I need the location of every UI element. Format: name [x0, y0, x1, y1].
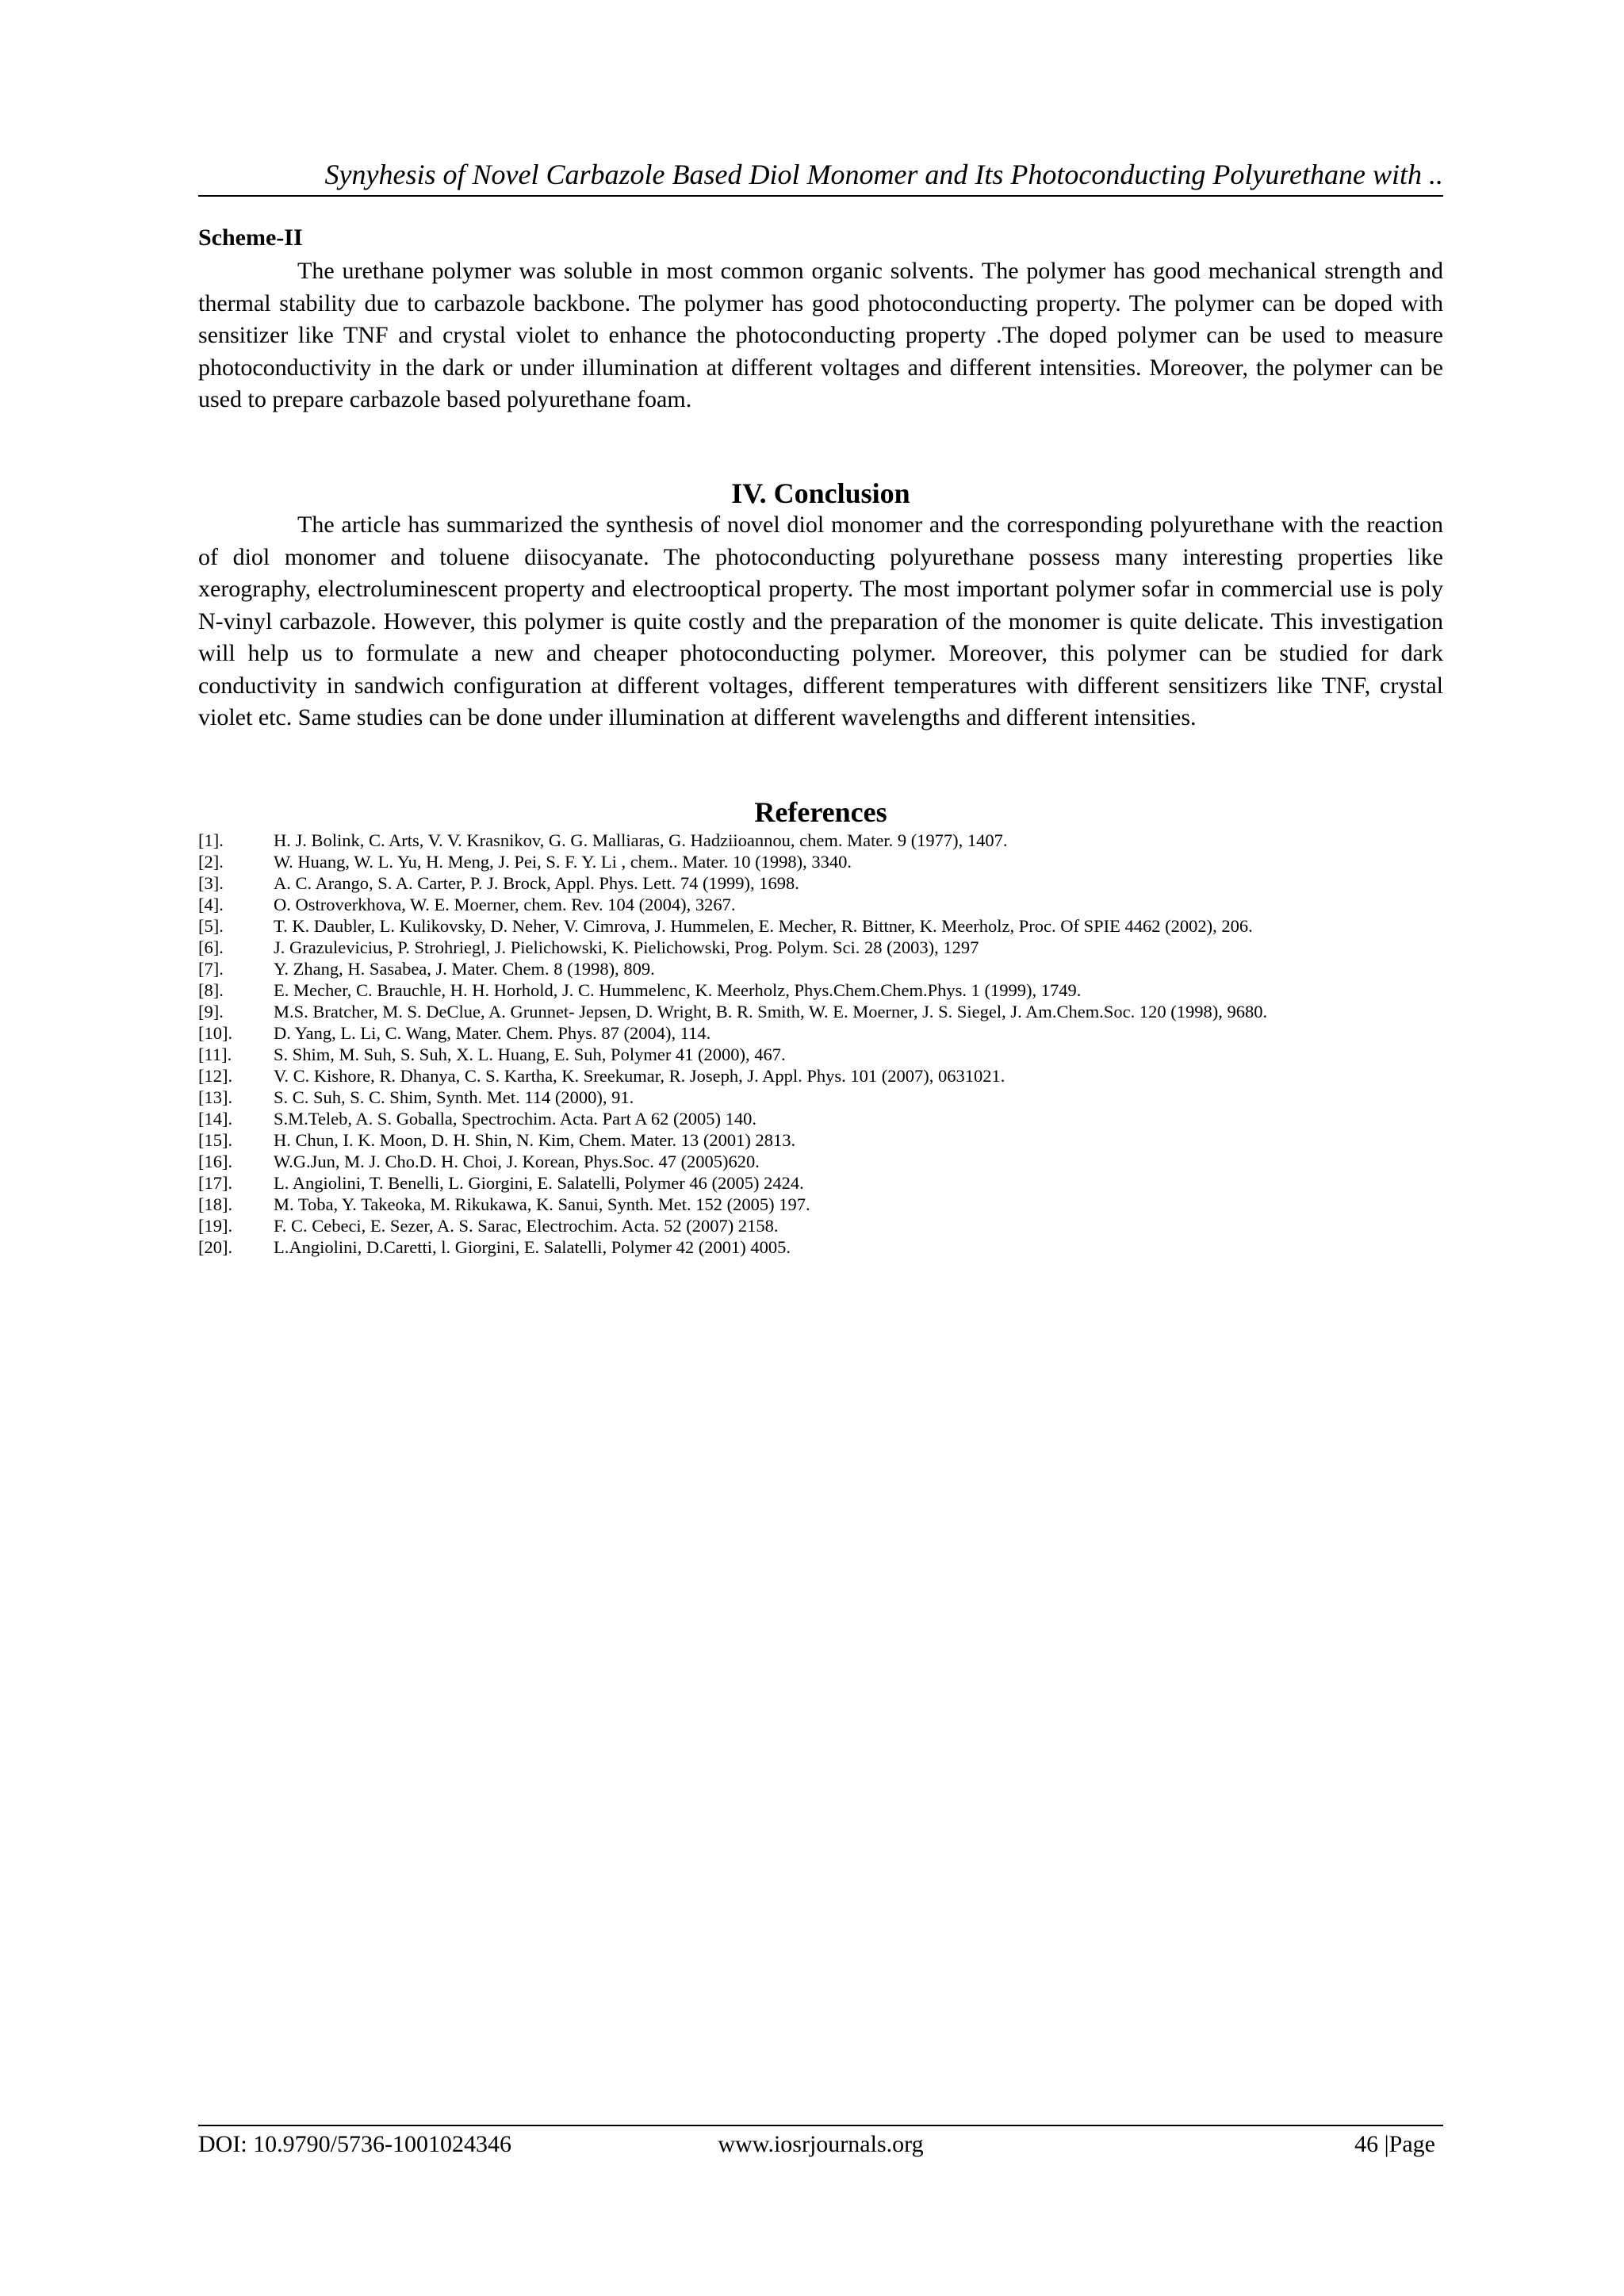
reference-item [198, 1108, 1443, 1129]
reference-number: [10]. [198, 1023, 233, 1043]
reference-item [198, 1129, 1443, 1151]
reference-text: M. Toba, Y. Takeoka, M. Rikukawa, K. Sanui, Synth. Met. 152 (2005) 197. [274, 1194, 810, 1214]
reference-list [198, 830, 1443, 1258]
reference-item [198, 1236, 1443, 1258]
reference-number: [20]. [198, 1237, 233, 1257]
reference-text: T. K. Daubler, L. Kulikovsky, D. Neher, V. Cimrova, J. Hummelen, E. Mecher, R. Bittner, K. Meerholz, Proc. Of SPIE 4462 (2002), 206. [274, 916, 1253, 936]
reference-number: [19]. [198, 1216, 233, 1236]
reference-text: W.G.Jun, M. J. Cho.D. H. Choi, J. Korean, Phys.Soc. 47 (2005)620. [274, 1152, 760, 1171]
reference-text: F. C. Cebeci, E. Sezer, A. S. Sarac, Electrochim. Acta. 52 (2007) 2158. [274, 1216, 779, 1236]
header-divider [198, 195, 1443, 197]
scheme-label: Scheme-II [198, 224, 303, 251]
reference-number: [6]. [198, 937, 224, 957]
reference-item [198, 1044, 1443, 1065]
reference-text: V. C. Kishore, R. Dhanya, C. S. Kartha, K. Sreekumar, R. Joseph, J. Appl. Phys. 101 (2007), 0631021. [274, 1066, 1005, 1086]
reference-item [198, 1001, 1443, 1022]
reference-number: [7]. [198, 959, 224, 979]
reference-text: L.Angiolini, D.Caretti, l. Giorgini, E. Salatelli, Polymer 42 (2001) 4005. [274, 1237, 791, 1257]
reference-text: A. C. Arango, S. A. Carter, P. J. Brock, Appl. Phys. Lett. 74 (1999), 1698. [274, 873, 799, 893]
reference-number: [11]. [198, 1045, 232, 1064]
page-footer [198, 2129, 1443, 2160]
running-header: Synyhesis of Novel Carbazole Based Diol Monomer and Its Photoconducting Polyurethane with .. [324, 159, 1443, 190]
footer-website: www.iosrjournals.org [718, 2131, 924, 2157]
reference-item [198, 1087, 1443, 1108]
reference-number: [17]. [198, 1173, 233, 1193]
reference-number: [1]. [198, 830, 224, 850]
reference-number: [3]. [198, 873, 224, 893]
footer-page-number: 46 |Page [1354, 2131, 1435, 2157]
reference-number: [5]. [198, 916, 224, 936]
footer-divider [198, 2125, 1443, 2126]
reference-text: H. J. Bolink, C. Arts, V. V. Krasnikov, G. G. Malliaras, G. Hadziioannou, chem. Mater. 9 (1977), 1407. [274, 830, 1008, 850]
reference-item [198, 894, 1443, 915]
reference-text: M.S. Bratcher, M. S. DeClue, A. Grunnet- Jepsen, D. Wright, B. R. Smith, W. E. Moerner, J. S. Siegel, J. Am.Chem.Soc. 120 (1998), 9680. [274, 1002, 1268, 1022]
reference-number: [4]. [198, 895, 224, 914]
reference-text: S. Shim, M. Suh, S. Suh, X. L. Huang, E. Suh, Polymer 41 (2000), 467. [274, 1045, 786, 1064]
reference-number: [12]. [198, 1066, 233, 1086]
reference-text: L. Angiolini, T. Benelli, L. Giorgini, E. Salatelli, Polymer 46 (2005) 2424. [274, 1173, 804, 1193]
reference-text: Y. Zhang, H. Sasabea, J. Mater. Chem. 8 (1998), 809. [274, 959, 655, 979]
reference-item [198, 979, 1443, 1001]
reference-text: S.M.Teleb, A. S. Goballa, Spectrochim. Acta. Part A 62 (2005) 140. [274, 1109, 756, 1129]
reference-number: [9]. [198, 1002, 224, 1022]
conclusion-paragraph: The article has summarized the synthesis of novel diol monomer and the corresponding polyurethane with the reaction of diol monomer and toluene diisocyanate. The photoconducting polyurethane possess many interesting properties like xerography, electroluminescent property and electrooptical property. The most important polymer sofar in commercial use is poly N-vinyl carbazole. However, this polymer is quite costly and the preparation of the monomer is quite delicate. This investigation will help us to formulate a new and cheaper photoconducting polymer. Moreover, this polymer can be studied for dark conductivity in sandwich configuration at different voltages, different temperatures with different sensitizers like TNF, crystal violet etc. Same studies can be done under illumination at different wavelengths and different intensities. [198, 512, 1443, 730]
discussion-paragraph: The urethane polymer was soluble in most common organic solvents. The polymer has good mechanical strength and thermal stability due to carbazole backbone. The polymer has good photoconducting property. The polymer can be doped with sensitizer like TNF and crystal violet to enhance the photoconducting property .The doped polymer can be used to measure photoconductivity in the dark or under illumination at different voltages and different intensities. Moreover, the polymer can be used to prepare carbazole based polyurethane foam. [198, 258, 1443, 412]
reference-text: W. Huang, W. L. Yu, H. Meng, J. Pei, S. F. Y. Li , chem.. Mater. 10 (1998), 3340. [274, 852, 852, 872]
reference-text: D. Yang, L. Li, C. Wang, Mater. Chem. Phys. 87 (2004), 114. [274, 1023, 711, 1043]
reference-item [198, 915, 1443, 937]
reference-number: [18]. [198, 1194, 233, 1214]
reference-item [198, 851, 1443, 872]
reference-number: [16]. [198, 1152, 233, 1171]
reference-item [198, 1172, 1443, 1194]
reference-item [198, 1151, 1443, 1172]
reference-item [198, 872, 1443, 894]
footer-doi: DOI: 10.9790/5736-1001024346 [198, 2131, 511, 2157]
reference-item [198, 1065, 1443, 1087]
reference-text: S. C. Suh, S. C. Shim, Synth. Met. 114 (2000), 91. [274, 1087, 634, 1107]
references-heading: References [754, 796, 887, 828]
reference-number: [15]. [198, 1130, 233, 1150]
reference-item [198, 830, 1443, 851]
reference-number: [13]. [198, 1087, 233, 1107]
reference-item [198, 1215, 1443, 1236]
reference-item [198, 958, 1443, 979]
reference-text: O. Ostroverkhova, W. E. Moerner, chem. Rev. 104 (2004), 3267. [274, 895, 736, 914]
reference-item [198, 937, 1443, 958]
reference-number: [8]. [198, 980, 224, 1000]
reference-item [198, 1194, 1443, 1215]
reference-text: H. Chun, I. K. Moon, D. H. Shin, N. Kim, Chem. Mater. 13 (2001) 2813. [274, 1130, 796, 1150]
reference-number: [14]. [198, 1109, 233, 1129]
reference-item [198, 1022, 1443, 1044]
reference-number: [2]. [198, 852, 224, 872]
reference-text: J. Grazulevicius, P. Strohriegl, J. Pielichowski, K. Pielichowski, Prog. Polym. Sci. 28 (2003), 1297 [274, 937, 979, 957]
reference-text: E. Mecher, C. Brauchle, H. H. Horhold, J. C. Hummelenc, K. Meerholz, Phys.Chem.Chem.Phys. 1 (1999), 1749. [274, 980, 1082, 1000]
conclusion-heading: IV. Conclusion [731, 477, 910, 509]
